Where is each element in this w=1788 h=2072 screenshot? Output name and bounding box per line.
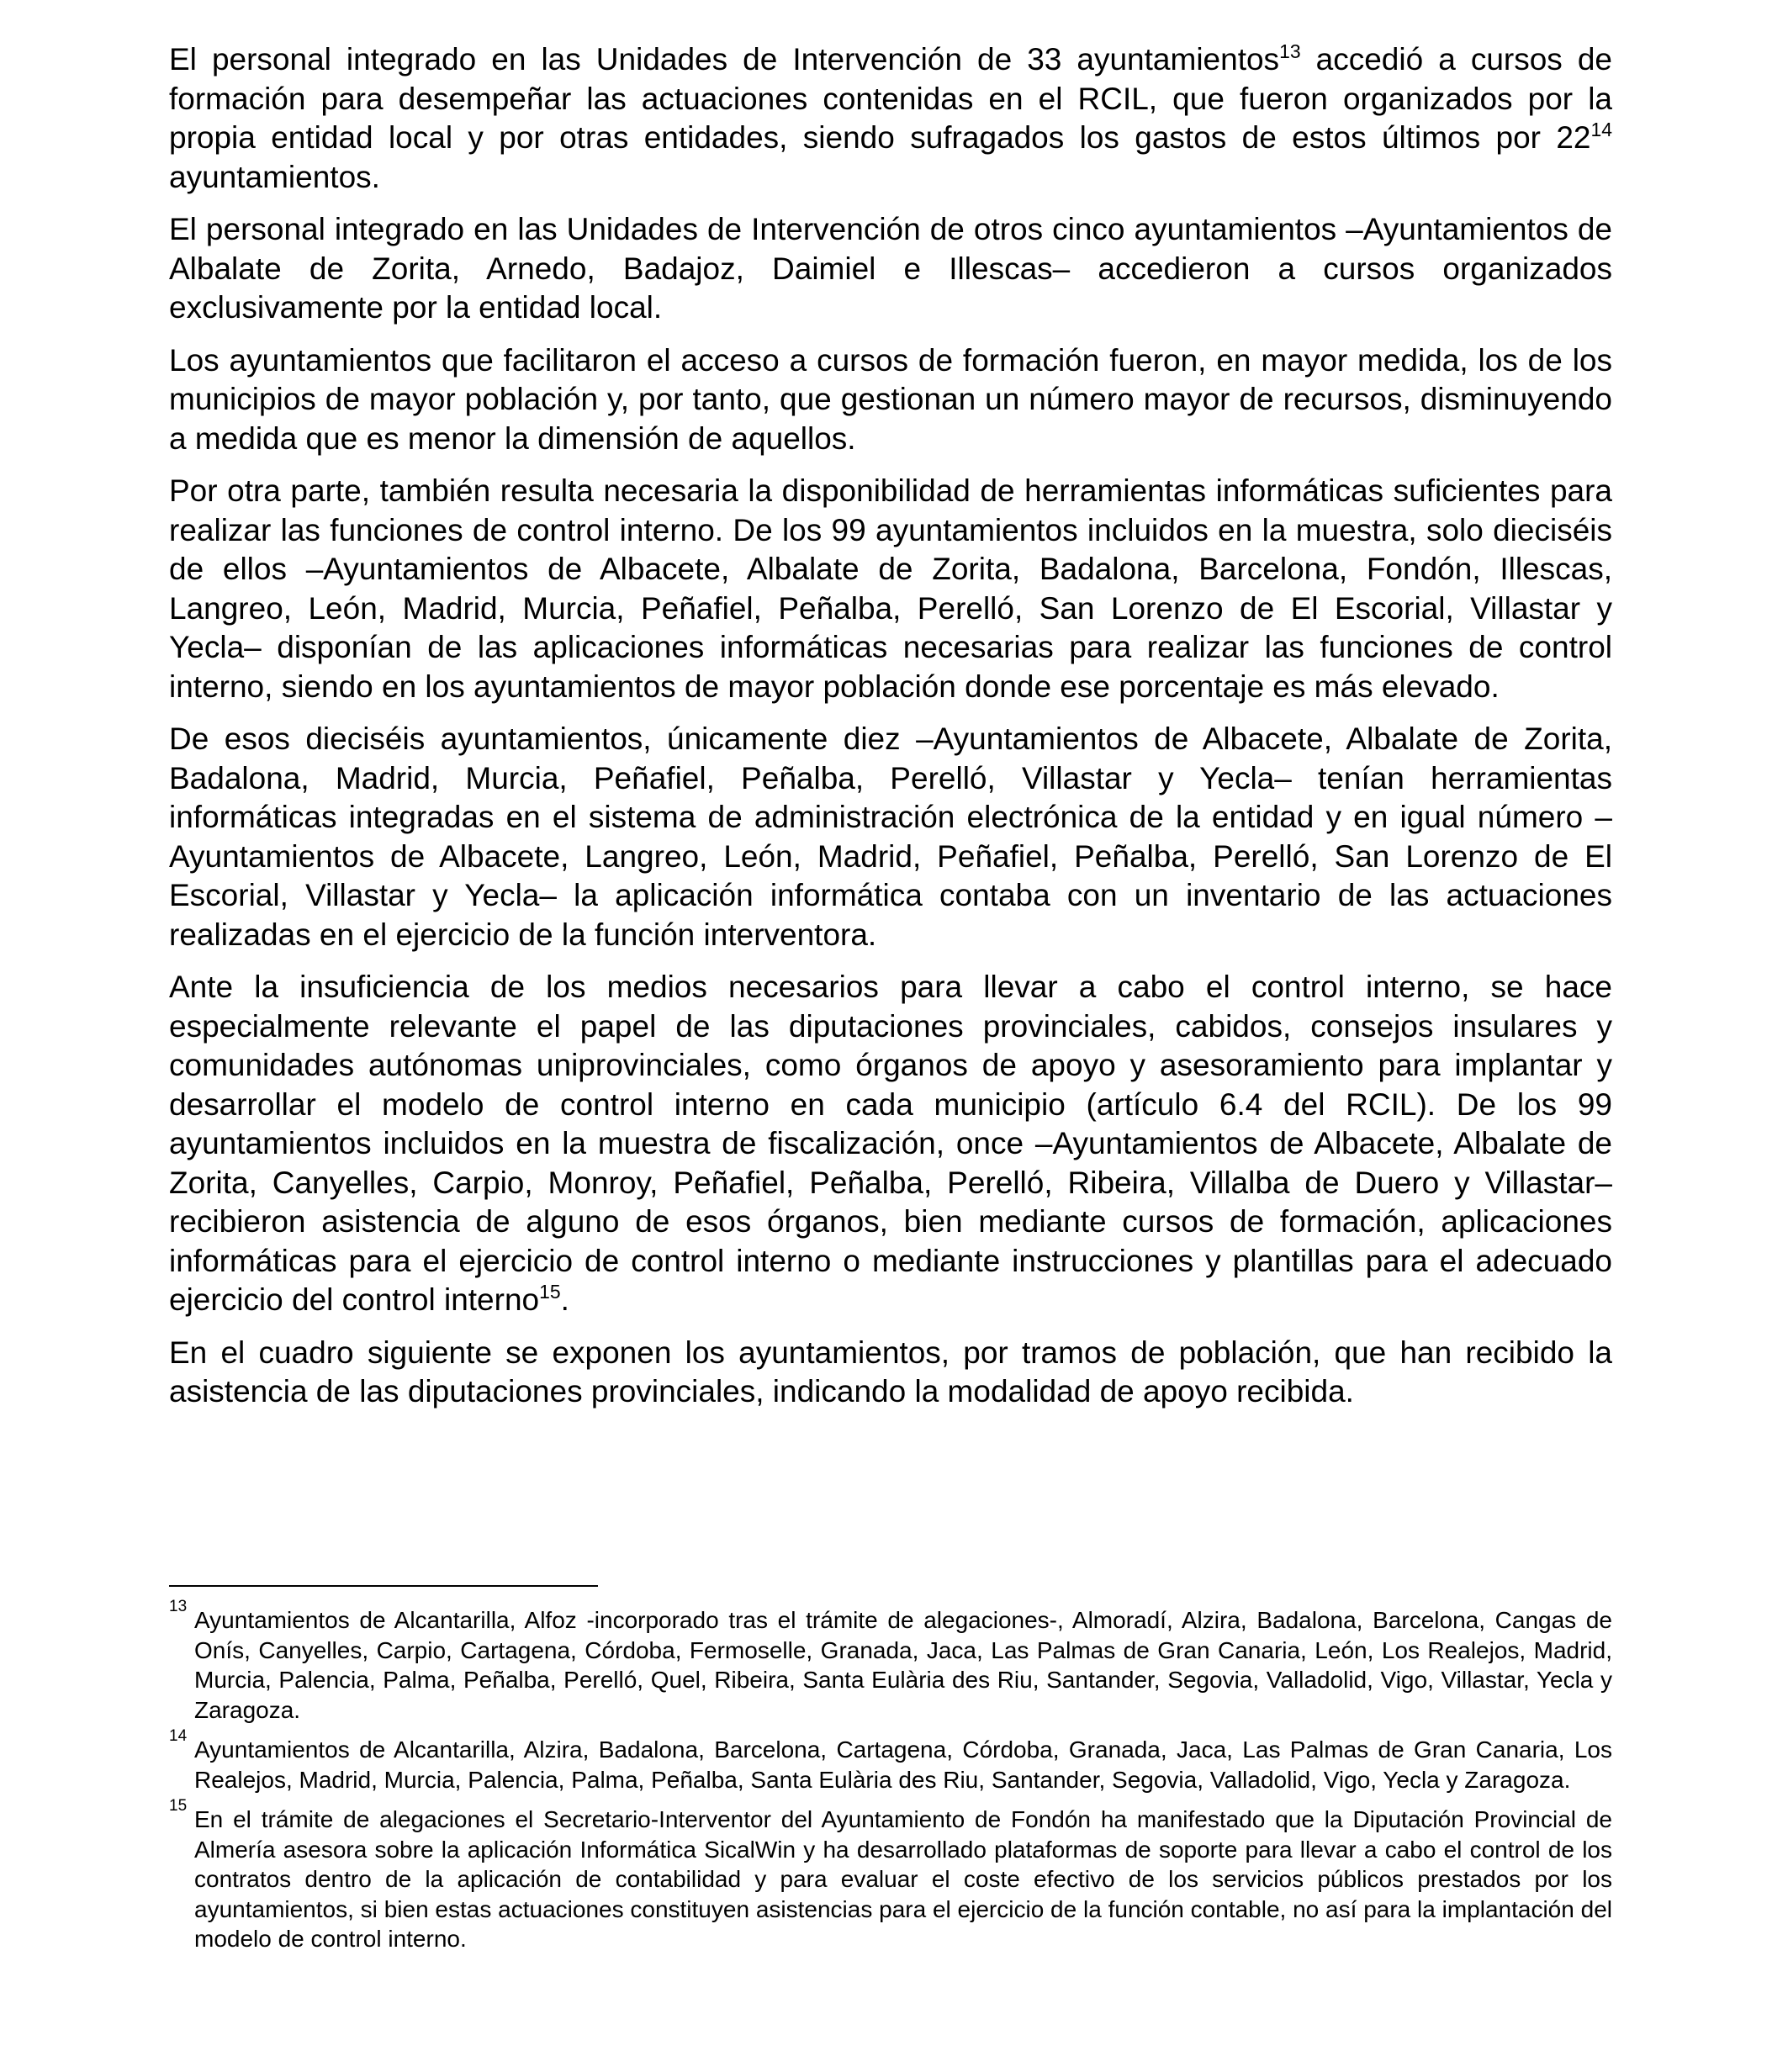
paragraph-cuadro-siguiente: En el cuadro siguiente se exponen los ayuntamientos, por tramos de población, que han recibido la asistencia de las diputaciones provinciales, indicando la modalidad de apoyo recibida. — [169, 1335, 1612, 1409]
footnote-text: Ayuntamientos de Alcantarilla, Alfoz -incorporado tras el trámite de alegaciones-, Almoradí, Alzira, Badalona, Barcelona, Cangas de Onís, Canyelles, Carpio, Cartagena, Córdoba, Fermoselle, Granada, Jaca, Las Palmas de Gran Canaria, León, Los Realejos, Madrid, Murcia, Palencia, Palma, Peñalba, Perelló, Quel, Ribeira, Santa Eulària des Riu, Santander, Segovia, Valladolid, Vigo, Villastar, Yecla y Zaragoza. — [194, 1607, 1612, 1723]
paragraph-cursos-formacion — [169, 40, 1612, 197]
footnote-14 — [169, 1727, 1612, 1794]
footnote-text: En el trámite de alegaciones el Secretario-Interventor del Ayuntamiento de Fondón ha manifestado que la Diputación Provincial de Almería asesora sobre la aplicación Informática SicalWin y ha desarrollado plataformas de soporte para llevar a cabo el control de los contratos dentro de la aplicación de contabilidad y para evaluar el coste efectivo de los servicios públicos prestados por los ayuntamientos, si bien estas actuaciones constituyen asistencias para el ejercicio de la función contable, no así para la implantación del modelo de control interno. — [194, 1806, 1612, 1952]
document-body — [169, 40, 1612, 1425]
paragraph-text: accedió a cursos de formación para desempeñar las actuaciones contenidas en el RCIL, que fueron organizados por la propia entidad local y por otras entidades, siendo sufragados los gastos de estos últimos por 22 — [169, 42, 1613, 155]
footnote-ref-14[interactable]: 14 — [1590, 118, 1612, 140]
paragraph-dieciseis-ayuntamientos: De esos dieciséis ayuntamientos, únicamente diez ‒Ayuntamientos de Albacete, Albalate de Zorita, Badalona, Madrid, Murcia, Peñafiel, Peñalba, Perelló, Villastar y Yecla‒ tenían herramientas informáticas integradas en el sistema de administración electrónica de la entidad y en igual número ‒ Ayuntamientos de Albacete, Langreo, León, Madrid, Peñafiel, Peñalba, Perelló, San Lorenzo de El Escorial, Villastar y Yecla‒ la aplicación informática contaba con un inventario de las actuaciones realizadas en el ejercicio de la función interventora. — [169, 722, 1612, 952]
paragraph-herramientas-informaticas: Por otra parte, también resulta necesaria la disponibilidad de herramientas informáticas suficientes para realizar las funciones de control interno. De los 99 ayuntamientos incluidos en la muestra, solo dieciséis de ellos ‒Ayuntamientos de Albacete, Albalate de Zorita, Badalona, Barcelona, Fondón, Illescas, Langreo, León, Madrid, Murcia, Peñafiel, Peñalba, Perelló, San Lorenzo de El Escorial, Villastar y Yecla‒ disponían de las aplicaciones informáticas necesarias para realizar las funciones de control interno, siendo en los ayuntamientos de mayor población donde ese porcentaje es más elevado. — [169, 473, 1612, 704]
footnote-number: 13 — [169, 1598, 188, 1615]
footnote-text: Ayuntamientos de Alcantarilla, Alzira, Badalona, Barcelona, Cartagena, Córdoba, Granada, Jaca, Las Palmas de Gran Canaria, Los Realejos, Madrid, Murcia, Palencia, Palma, Peñalba, Santa Eulària des Riu, Santander, Segovia, Valladolid, Vigo, Yecla y Zaragoza. — [194, 1736, 1612, 1793]
paragraph-mayor-poblacion: Los ayuntamientos que facilitaron el acceso a cursos de formación fueron, en mayor medida, los de los municipios de mayor población y, por tanto, que gestionan un número mayor de recursos, disminuyendo a medida que es menor la dimensión de aquellos. — [169, 342, 1612, 456]
footnote-ref-13[interactable]: 13 — [1279, 40, 1301, 62]
paragraph-text: ayuntamientos. — [169, 159, 380, 194]
paragraph-text: . — [560, 1282, 569, 1317]
paragraph-diputaciones-apoyo — [169, 968, 1612, 1320]
footnote-ref-15[interactable]: 15 — [539, 1280, 561, 1303]
footnotes — [169, 1585, 1612, 1964]
footnote-number: 14 — [169, 1727, 188, 1745]
footnote-separator — [169, 1585, 598, 1587]
paragraph-text: Ante la insuficiencia de los medios necesarios para llevar a cabo el control interno, se hace especialmente relevante el papel de las diputaciones provinciales, cabidos, consejos insulares y comunidades autónomas uniprovinciales, como órganos de apoyo y asesoramiento para implantar y desarrollar el modelo de control interno en cada municipio (artículo 6.4 del RCIL). De los 99 ayuntamientos incluidos en la muestra de fiscalización, once ‒Ayuntamientos de Albacete, Albalate de Zorita, Canyelles, Carpio, Monroy, Peñafiel, Peñalba, Perelló, Ribeira, Villalba de Duero y Villastar‒ recibieron asistencia de alguno de esos órganos, bien mediante cursos de formación, aplicaciones informáticas para el ejercicio de control interno o mediante instrucciones y plantillas para el adecuado ejercicio del control interno — [169, 970, 1612, 1317]
footnote-13 — [169, 1598, 1612, 1725]
paragraph-otros-cinco: El personal integrado en las Unidades de Intervención de otros cinco ayuntamientos ‒Ayuntamientos de Albalate de Zorita, Arnedo, Badajoz, Daimiel e Illescas‒ accedieron a cursos organizados exclusivamente por la entidad local. — [169, 212, 1612, 325]
footnote-15 — [169, 1797, 1612, 1954]
paragraph-text: El personal integrado en las Unidades de Intervención de 33 ayuntamientos — [169, 42, 1280, 77]
footnote-number: 15 — [169, 1797, 188, 1815]
